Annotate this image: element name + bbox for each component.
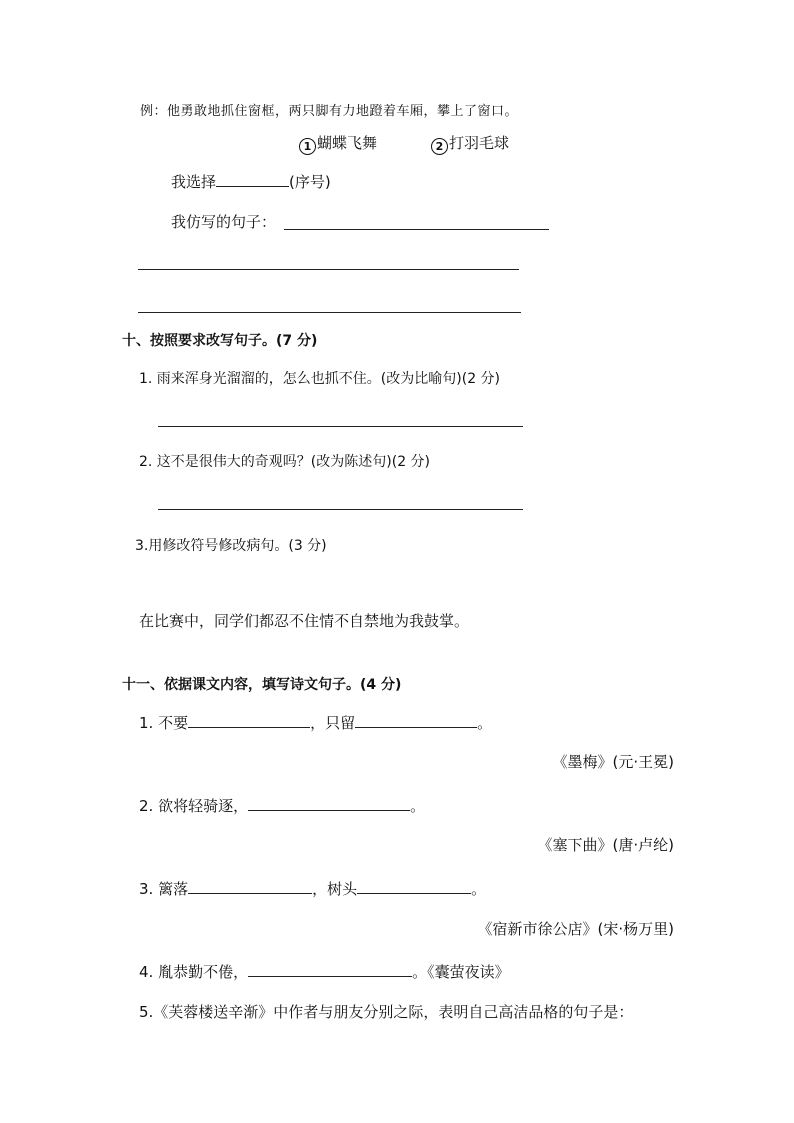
s10-faulty-sentence: 在比赛中，同学们都忍不住情不自禁地为我鼓掌。 — [139, 612, 470, 630]
s11-q1-blank-2[interactable] — [355, 713, 477, 728]
s11-q2-num: 2. — [139, 797, 154, 815]
option-2 — [431, 134, 509, 155]
circled-number-2: 2 — [431, 138, 448, 155]
s11-question-4 — [139, 962, 510, 981]
s11-q3-source: 《宿新市徐公店》(宋·杨万里) — [477, 920, 674, 938]
s10-answer-line-1[interactable] — [158, 426, 523, 427]
s11-q4-blank[interactable] — [248, 962, 412, 977]
section-10-title: 十、按照要求改写句子。(7 分) — [122, 333, 318, 349]
s11-q3-text-a: 篱落 — [158, 880, 189, 898]
s11-question-1 — [139, 713, 492, 732]
s11-q2-blank[interactable] — [248, 796, 410, 811]
s11-q4-end: 。《囊萤夜读》 — [412, 963, 510, 981]
choose-label: 我选择 — [171, 173, 217, 191]
choose-suffix: (序号) — [289, 173, 331, 191]
option-1 — [299, 134, 377, 155]
s11-q4-text-a: 胤恭勤不倦， — [158, 963, 249, 981]
s11-q2-end: 。 — [410, 797, 426, 815]
imitate-blank-2[interactable] — [138, 269, 519, 270]
choose-row — [171, 172, 331, 191]
s10-answer-line-2[interactable] — [158, 509, 523, 510]
s11-q3-blank-1[interactable] — [188, 879, 312, 894]
s11-q3-num: 3. — [139, 880, 154, 898]
imitate-blank-1[interactable] — [284, 229, 549, 230]
s11-q1-end: 。 — [477, 714, 493, 732]
s11-question-2 — [139, 796, 425, 815]
s11-q3-end: 。 — [471, 880, 487, 898]
s11-q4-num: 4. — [139, 963, 154, 981]
s11-q2-source: 《塞下曲》(唐·卢纶) — [537, 836, 674, 854]
imitate-label: 我仿写的句子： — [171, 213, 277, 231]
s11-q1-num: 1. — [139, 714, 154, 732]
s11-q1-text-a: 不要 — [158, 714, 189, 732]
s11-q3-text-b: ，树头 — [312, 880, 358, 898]
s10-question-2: 2. 这不是很伟大的奇观吗？(改为陈述句)(2 分) — [139, 454, 431, 470]
option-1-label: 蝴蝶飞舞 — [317, 134, 378, 152]
s10-question-3: 3.用修改符号修改病句。(3 分) — [135, 538, 327, 554]
choose-blank[interactable] — [216, 172, 289, 187]
s11-q1-blank-1[interactable] — [188, 713, 310, 728]
s11-question-3 — [139, 879, 486, 898]
s11-q3-blank-2[interactable] — [357, 879, 471, 894]
s11-q2-text-a: 欲将轻骑逐， — [158, 797, 249, 815]
s11-q1-source: 《墨梅》(元·王冕) — [552, 753, 674, 771]
option-2-label: 打羽毛球 — [449, 134, 510, 152]
circled-number-1: 1 — [299, 138, 316, 155]
s11-q1-text-b: ，只留 — [310, 714, 356, 732]
s11-question-5: 5.《芙蓉楼送辛渐》中作者与朋友分别之际，表明自己高洁品格的句子是： — [139, 1003, 634, 1021]
example-sentence: 例：他勇敢地抓住窗框，两只脚有力地蹬着车厢，攀上了窗口。 — [140, 104, 519, 119]
section-11-title: 十一、依据课文内容，填写诗文句子。(4 分) — [122, 677, 402, 693]
s10-question-1: 1. 雨来浑身光溜溜的，怎么也抓不住。(改为比喻句)(2 分) — [139, 371, 501, 387]
imitate-blank-3[interactable] — [138, 312, 521, 313]
